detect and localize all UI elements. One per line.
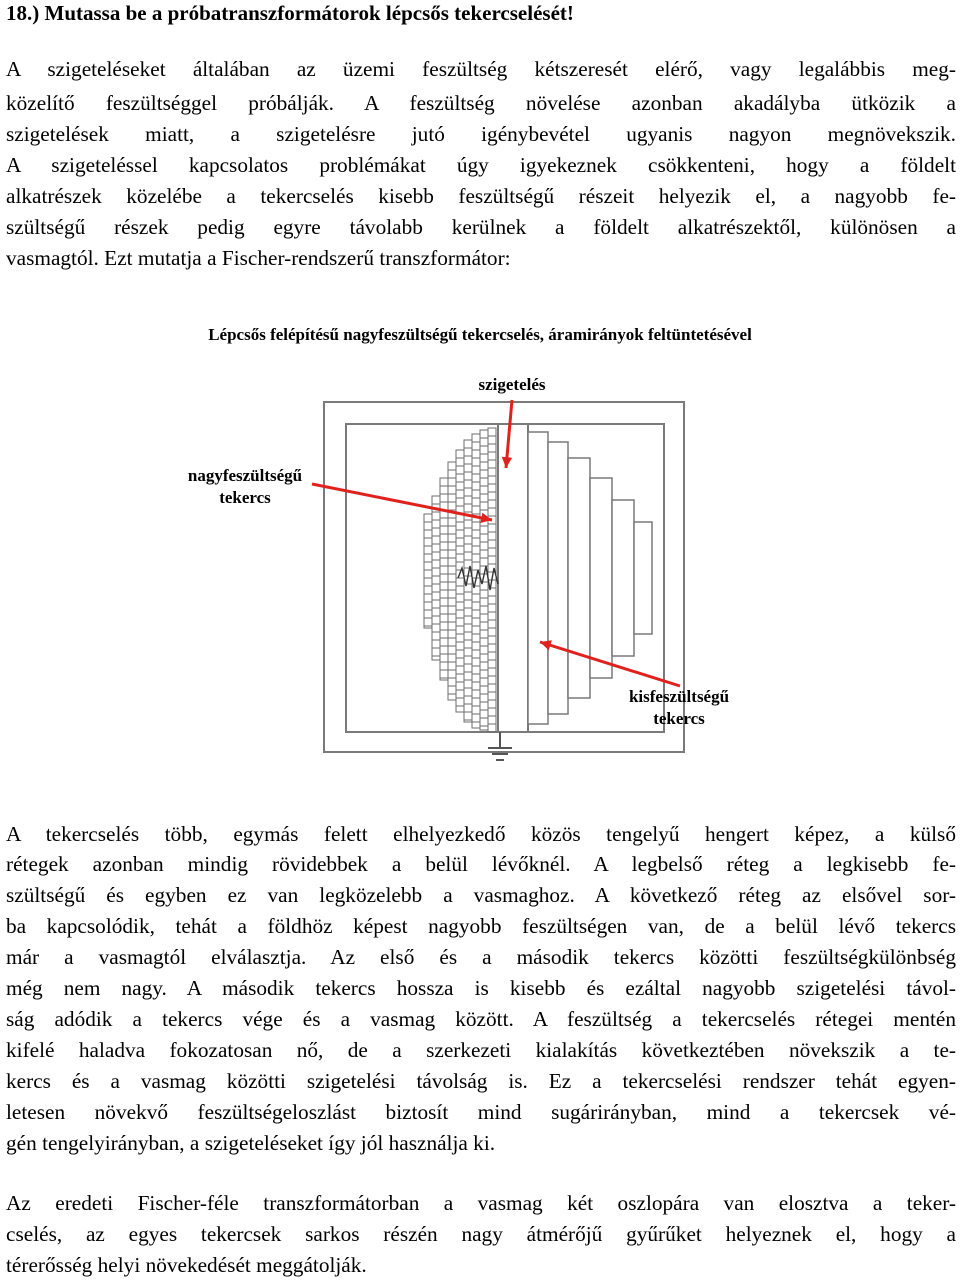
right-step-winding — [528, 432, 652, 724]
hv-winding-grid — [424, 428, 496, 732]
text-line: szigetelések miatt, a szigetelésre jutó igénybevétel ugyanis nagyon megnövekszik. — [6, 122, 956, 146]
arrow-hv-coil-shaft — [312, 484, 492, 520]
label-hv-coil — [172, 465, 318, 509]
text-line: A tekercselés több, egymás felett elhelyezkedő közös tengelyű hengert képez, a külső — [6, 822, 956, 846]
text-line: közelítő feszültséggel próbálják. A feszültség növelése azonban akadályba ütközik a — [6, 91, 956, 115]
text-line: letesen növekvő feszültségeloszlást biztosít mind sugárirányban, mind a tekercsek vé- — [6, 1100, 956, 1124]
figure-title: Lépcsős felépítésű nagyfeszültségű tekercselés, áramirányok feltüntetésével — [208, 325, 752, 344]
arrow-hv-coil-head — [480, 513, 492, 523]
label-hv-line2: tekercs — [219, 488, 271, 507]
ground-symbol — [488, 732, 512, 760]
hv-layer-column — [440, 478, 448, 680]
hv-layer-column — [448, 462, 456, 700]
text-line: ság adódik a tekercs vége és a vasmag között. A feszültség a tekercselés rétegei mentén — [6, 1007, 956, 1031]
text-line: A szigeteléssel kapcsolatos problémákat úgy igyekeznek csökkenteni, hogy a földelt — [6, 153, 956, 177]
label-lv-coil — [614, 686, 744, 730]
text-line: alkatrészek közelébe a tekercselés kisebb feszültségű részeit helyezik el, a nagyobb fe- — [6, 184, 956, 208]
text-line: vasmagtól. Ezt mutatja a Fischer-rendszerű transzformátor: — [6, 246, 511, 270]
text-line: kifelé haladva fokozatosan nő, de a szerkezeti kialakítás következtében növekszik a te- — [6, 1038, 956, 1062]
text-line: ba kapcsolódik, tehát a földhöz képest nagyobb feszültségen van, de a belül lévő tekercs — [6, 914, 956, 938]
text-line: szültségű részek pedig egyre távolabb kerülnek a földelt alkatrészektől, különösen a — [6, 215, 956, 239]
text-line: térerősség helyi növekedését meggátolják. — [6, 1253, 367, 1277]
hv-layer-column — [432, 496, 440, 660]
text-line: még nem nagy. A második tekercs hossza is kisebb és ezáltal nagyobb szigetelési távol- — [6, 976, 956, 1000]
text-line: cselés, az egyes tekercsek sarkos részén nagy átmérőjű gyűrűket helyeznek el, hogy a — [6, 1222, 956, 1246]
text-line: Az eredeti Fischer-féle transzformátorban a vasmag két oszlopára van elosztva a teker- — [6, 1191, 956, 1215]
hv-layer-column — [424, 514, 432, 628]
label-lv-line2: tekercs — [653, 709, 705, 728]
text-line: rétegek azonban mindig rövidebbek a belül lévőknél. A legbelső réteg a legkisebb fe- — [6, 852, 956, 876]
label-hv-line1: nagyfeszültségű — [187, 466, 303, 485]
text-line: gén tengelyirányban, a szigeteléseket így jól használja ki. — [6, 1131, 496, 1155]
text-line: A szigeteléseket általában az üzemi feszültség kétszeresét elérő, vagy legalábbis meg- — [6, 57, 956, 81]
arrow-insulation-head — [502, 457, 512, 468]
text-line: kercs és a vasmag közötti szigetelési távolság is. Ez a tekercselési rendszer tehát egyen- — [6, 1069, 956, 1093]
text-line: már a vasmagtól elválasztja. Az első és a második tekercs közötti feszültségkülönbség — [6, 945, 956, 969]
label-insulation: szigetelés — [478, 375, 546, 394]
page-heading: 18.) Mutassa be a próbatranszformátorok lépcsős tekercselését! — [6, 1, 574, 25]
hv-layer-column — [456, 450, 464, 712]
label-lv-line1: kisfeszültségű — [628, 687, 730, 706]
text-line: szültségű és egyben ez van legközelebb a vasmaghoz. A következő réteg az elsővel sor- — [6, 883, 956, 907]
